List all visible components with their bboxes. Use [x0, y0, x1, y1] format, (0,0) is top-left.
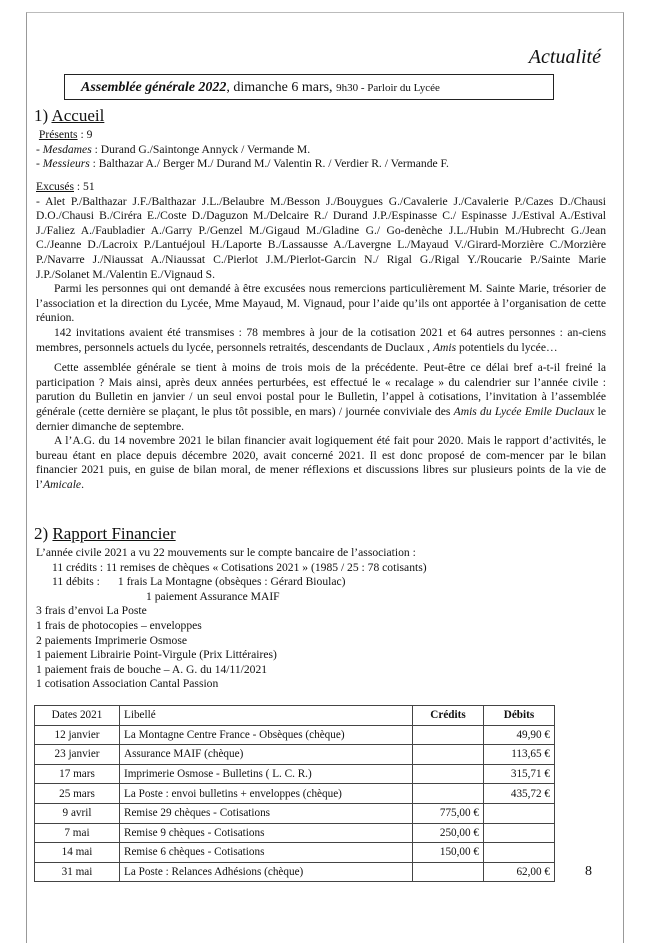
messieurs-label: Messieurs — [42, 157, 90, 171]
summary-credits: 11 crédits : 11 remises de chèques « Cotisations 2021 » (1985 / 25 : 78 cotisants) — [52, 560, 427, 574]
cell-libelle: Imprimerie Osmose - Bulletins ( L. C. R.) — [120, 764, 413, 784]
cell-credit: 150,00 € — [413, 843, 484, 863]
cell-debit: 49,90 € — [484, 725, 555, 745]
paragraph-calendar — [36, 361, 606, 434]
p3-amis: Amis du Lycée Emile Duclaux — [453, 404, 595, 418]
cell-date: 9 avril — [35, 803, 120, 823]
cell-date: 25 mars — [35, 784, 120, 804]
cell-libelle: Remise 6 chèques - Cotisations — [120, 843, 413, 863]
col-credits: Crédits — [413, 706, 484, 726]
banner-date: , dimanche 6 mars, — [226, 80, 337, 95]
section-accueil-heading — [34, 106, 104, 126]
table-row — [35, 725, 555, 745]
messieurs-line: - Messieurs : Balthazar A./ Berger M./ Durand M./ Valentin R. / Verdier R. / Vermande F. — [36, 157, 449, 171]
summary-debits — [36, 575, 606, 590]
table-row — [35, 784, 555, 804]
debit-item: 1 paiement Librairie Point-Virgule (Prix Littéraires) — [36, 648, 277, 662]
cell-debit — [484, 843, 555, 863]
table-header-row — [35, 706, 555, 726]
cell-credit — [413, 745, 484, 765]
financial-summary — [36, 546, 606, 692]
excuses-count: : 51 — [74, 180, 95, 193]
cell-date: 12 janvier — [35, 725, 120, 745]
debit-item: 1 cotisation Association Cantal Passion — [36, 677, 219, 691]
cell-libelle: La Montagne Centre France - Obsèques (chèque) — [120, 725, 413, 745]
p4-amicale: Amicale — [43, 477, 82, 491]
paragraph-bilan — [36, 434, 606, 492]
cell-credit — [413, 784, 484, 804]
p2-end: potentiels du lycée… — [456, 340, 558, 354]
mesdames-line: - Mesdames : Durand G./Saintonge Annyck / Vermande M. — [36, 142, 311, 156]
paragraph-thanks: Parmi les personnes qui ont demandé à être excusées nous remercions particulièrement M. Sainte Marie, trésorier de l’association et la direction du Lycée, Mme Mayaud, M. Vignaud, pour l’aide qu’ils ont apportée à l’organisation de cette réunion. — [36, 282, 606, 325]
cell-date: 7 mai — [35, 823, 120, 843]
attendance-block — [36, 128, 606, 172]
section-title: Accueil — [51, 106, 105, 125]
cell-credit — [413, 862, 484, 882]
p3-end: le dernier dimanche de septembre. — [36, 404, 607, 433]
p2-amis: Amis — [432, 340, 457, 354]
summary-intro: L’année civile 2021 a vu 22 mouvements sur le compte bancaire de l’association : — [36, 546, 416, 559]
cell-libelle: Remise 29 chèques - Cotisations — [120, 803, 413, 823]
excuses-label: Excusés — [36, 180, 74, 193]
cell-credit — [413, 764, 484, 784]
presents-line — [36, 128, 606, 143]
cell-debit: 315,71 € — [484, 764, 555, 784]
excuses-line — [36, 180, 606, 195]
paragraph-invitations — [36, 326, 606, 355]
cell-debit: 435,72 € — [484, 784, 555, 804]
debits-label: 11 débits : — [52, 575, 100, 589]
cell-debit: 62,00 € — [484, 862, 555, 882]
section-rapport-heading — [34, 524, 176, 544]
section-number: 2) — [34, 524, 53, 543]
movements-table — [34, 705, 555, 882]
cell-libelle: La Poste : envoi bulletins + enveloppes (chèque) — [120, 784, 413, 804]
banner-title: Assemblée générale 2022 — [81, 80, 227, 95]
cell-credit — [413, 725, 484, 745]
presents-label: Présents — [38, 128, 78, 141]
mesdames-label: Mesdames — [42, 142, 92, 156]
section-header: Actualité — [528, 46, 601, 68]
cell-debit — [484, 823, 555, 843]
debit-item: 2 paiements Imprimerie Osmose — [36, 633, 188, 647]
section-title: Rapport Financier — [52, 524, 176, 543]
col-debits: Débits — [484, 706, 555, 726]
messieurs-names: : Balthazar A./ Berger M./ Durand M./ Valentin R. / Verdier R. / Vermande F. — [89, 157, 449, 171]
excuses-list: - Alet P./Balthazar J.F./Balthazar J.L./Belaubre M./Besson J./Bouygues G./Cavalerie J./Cavalerie P./Cazes D./Chausi D.O./Chausi B./Ciréra E./Coste D./Daguzon M./Delcaire R./ Durand J.P./Espinasse C./ Espinasse J./Estival A./Estival J./Faliez A./Faubladier A./Garry P./Genzel M./Gigaud M./Gladine G./ Go-denèche J.L./Hubin M./Hubrecht G./Jean C./Jeanne D./Lacroix P./Lantuéjoul H./Laporte B./Lassausse A./Lavergne L./Mayaud V./Girard-Morzière C./Morzière P./Navarre J./Niaussat A./Niaussat C./Pierlot J.M./Pierlot-Garcin N./ Rigal G./Rigal Y./Roucarie P./Sainte Marie J.P./Solanet M./Valentin E./Vignaud S. — [36, 194, 606, 281]
cell-date: 17 mars — [35, 764, 120, 784]
cell-credit: 250,00 € — [413, 823, 484, 843]
p3-text: Cette assemblée générale se tient à moins de trois mois de la précédente. Peut-être ce délai bref a-t-il freiné la participation ? Mais ainsi, après deux années perturbées, est effectué le « recalage » du calendrier sur l’année civile : parution du Bulletin en janvier / un seul envoi postal pour le Bulletin, l’appel à cotisations, l’invitation à l’assemblée générale (cette dernière se plaçant, le plus tôt possible, en mars) / journée conviviale des — [36, 361, 606, 418]
cell-debit — [484, 803, 555, 823]
cell-debit: 113,65 € — [484, 745, 555, 765]
p4-text: A l’A.G. du 14 novembre 2021 le bilan financier avait logiquement été fait pour 2020. Mais le rapport d’activités, le bureau étant en place depuis décembre 2020, avait concerné 2021. Il est donc proposé de com-mencer par le bilan financier 2021 puis, en guise de bilan moral, de mener réflexions et discussions libres sur plusieurs points de la vie de l’ — [36, 434, 606, 491]
cell-libelle: Remise 9 chèques - Cotisations — [120, 823, 413, 843]
section-number: 1) — [34, 106, 52, 125]
cell-date: 14 mai — [35, 843, 120, 863]
table-row — [35, 843, 555, 863]
debit-item: 1 paiement Assurance MAIF — [146, 589, 280, 603]
cell-date: 23 janvier — [35, 745, 120, 765]
table-row — [35, 745, 555, 765]
p2-text: 142 invitations avaient été transmises : 78 membres à jour de la cotisation 2021 et 64 autres personnes : an-ciens membres, personnels actuels du lycée, personnels retraités, descendants de Duclaux , — [36, 325, 606, 354]
debit-item: 1 paiement frais de bouche – A. G. du 14/11/2021 — [36, 662, 268, 676]
table-row — [35, 862, 555, 882]
presents-count: : 9 — [77, 128, 93, 141]
debit-item: 3 frais d’envoi La Poste — [36, 604, 147, 618]
table-row — [35, 803, 555, 823]
debit-item: 1 frais La Montagne (obsèques : Gérard Bioulac) — [117, 575, 346, 589]
excuses-block — [36, 180, 606, 492]
cell-date: 31 mai — [35, 862, 120, 882]
mesdames-names: : Durand G./Saintonge Annyck / Vermande M. — [91, 142, 311, 156]
cell-libelle: La Poste : Relances Adhésions (chèque) — [120, 862, 413, 882]
table-row — [35, 764, 555, 784]
debit-item: 1 frais de photocopies – enveloppes — [36, 618, 202, 632]
cell-libelle: Assurance MAIF (chèque) — [120, 745, 413, 765]
banner-place: 9h30 - Parloir du Lycée — [336, 82, 440, 94]
meeting-banner — [64, 74, 554, 100]
table-row — [35, 823, 555, 843]
col-dates: Dates 2021 — [35, 706, 120, 726]
p4-end: . — [81, 477, 84, 491]
cell-credit: 775,00 € — [413, 803, 484, 823]
col-libelle: Libellé — [120, 706, 413, 726]
page-number: 8 — [585, 864, 592, 879]
